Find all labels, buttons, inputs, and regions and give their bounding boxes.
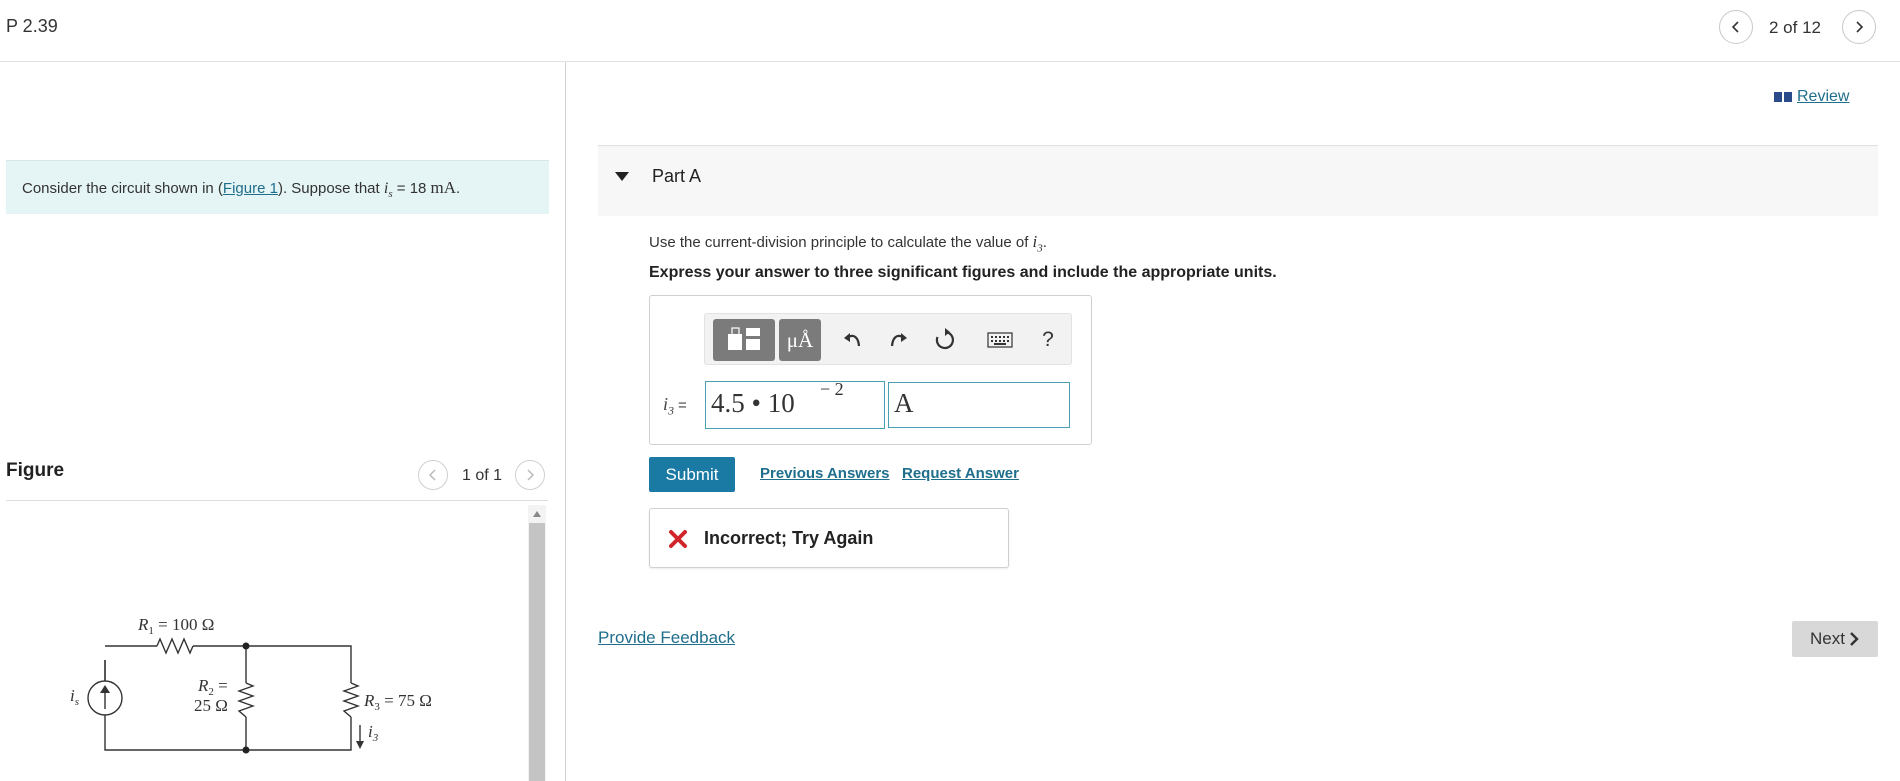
chevron-left-icon bbox=[427, 469, 439, 481]
undo-icon bbox=[842, 329, 864, 351]
junction-dot bbox=[243, 643, 250, 650]
submit-button[interactable]: Submit bbox=[649, 457, 735, 492]
figure-previous-button[interactable] bbox=[418, 460, 448, 490]
previous-answers-link[interactable]: Previous Answers bbox=[760, 465, 890, 482]
keyboard-icon bbox=[987, 332, 1013, 348]
part-title: Part A bbox=[652, 166, 702, 186]
r2-label: $R_2$ = bbox=[198, 676, 228, 698]
intro-text-2: ). Suppose that bbox=[277, 180, 384, 197]
i3-label: $i_3$ bbox=[368, 722, 379, 744]
chevron-right-icon bbox=[1849, 632, 1860, 646]
feedback-message: Incorrect; Try Again bbox=[704, 528, 874, 548]
r2-value: 25 Ω bbox=[194, 696, 228, 715]
scroll-up-button[interactable] bbox=[528, 505, 546, 523]
redo-icon bbox=[887, 329, 909, 351]
reset-icon bbox=[933, 328, 957, 352]
instruction-variable: $i_3$ bbox=[1032, 232, 1043, 255]
figure-next-button[interactable] bbox=[515, 460, 545, 490]
answer-panel bbox=[649, 295, 1092, 445]
figure-divider bbox=[6, 500, 548, 501]
current-variable: $i_s$ bbox=[383, 180, 393, 201]
chevron-right-icon bbox=[524, 469, 536, 481]
collapse-caret-icon bbox=[615, 172, 629, 181]
math-toolbar bbox=[704, 313, 1072, 365]
provide-feedback-link[interactable]: Provide Feedback bbox=[598, 628, 736, 647]
templates-icon bbox=[722, 325, 766, 355]
next-label: Next bbox=[1810, 629, 1845, 648]
r1-label: $R_1 = 100$ Ω bbox=[138, 615, 215, 637]
book-icon bbox=[1774, 91, 1792, 103]
intro-text: Consider the circuit shown in ( bbox=[22, 180, 223, 197]
part-a-header[interactable] bbox=[598, 145, 1878, 216]
chevron-left-icon bbox=[1729, 20, 1743, 34]
problem-counter: 2 of 12 bbox=[1769, 18, 1821, 37]
undo-button[interactable] bbox=[835, 319, 871, 361]
feedback-box bbox=[649, 508, 1009, 568]
units-button[interactable]: μÅ bbox=[779, 319, 821, 361]
review-link[interactable] bbox=[1774, 88, 1849, 106]
circuit-diagram bbox=[60, 605, 460, 781]
redo-button[interactable] bbox=[880, 319, 916, 361]
chevron-right-icon bbox=[1852, 20, 1866, 34]
incorrect-x-icon bbox=[668, 529, 688, 549]
figure-link[interactable]: Figure 1 bbox=[222, 180, 278, 197]
next-button[interactable] bbox=[1792, 621, 1878, 657]
problem-statement: Consider the circuit shown in (Figure 1). Suppose that $i_s = 18$ mA. bbox=[6, 160, 549, 214]
value-exponent: − 2 bbox=[820, 379, 844, 399]
scrollbar-thumb[interactable] bbox=[529, 523, 545, 781]
top-bar bbox=[0, 0, 1900, 62]
keyboard-button[interactable] bbox=[980, 319, 1020, 361]
equals-text: = 18 bbox=[392, 180, 431, 197]
figure-heading: Figure bbox=[6, 460, 65, 481]
answer-label: $i_3$ = bbox=[663, 394, 687, 418]
r3-label: $R_3 = 75$ Ω bbox=[364, 691, 432, 713]
answer-requirements: Express your answer to three significant figures and include the appropriate units. bbox=[649, 264, 1277, 281]
figure-counter: 1 of 1 bbox=[462, 467, 503, 484]
value-input[interactable] bbox=[705, 381, 885, 429]
value-mantissa: 4.5 • 10 bbox=[711, 388, 795, 418]
triangle-up-icon bbox=[533, 511, 541, 517]
part-instruction: Use the current-division principle to calculate the value of $i_3$. bbox=[649, 232, 1047, 255]
templates-button[interactable] bbox=[713, 319, 775, 361]
source-label: $i_s$ bbox=[70, 686, 80, 708]
help-button[interactable]: ? bbox=[1042, 328, 1054, 351]
review-label: Review bbox=[1797, 88, 1850, 105]
unit-text: mA bbox=[430, 178, 457, 197]
units-input[interactable]: A bbox=[888, 382, 1070, 428]
reset-button[interactable] bbox=[927, 319, 963, 361]
previous-problem-button[interactable] bbox=[1719, 10, 1753, 44]
next-problem-button[interactable] bbox=[1842, 10, 1876, 44]
request-answer-link[interactable]: Request Answer bbox=[902, 465, 1019, 482]
pane-divider bbox=[565, 62, 566, 781]
problem-title: P 2.39 bbox=[6, 16, 58, 36]
junction-dot bbox=[243, 747, 250, 754]
